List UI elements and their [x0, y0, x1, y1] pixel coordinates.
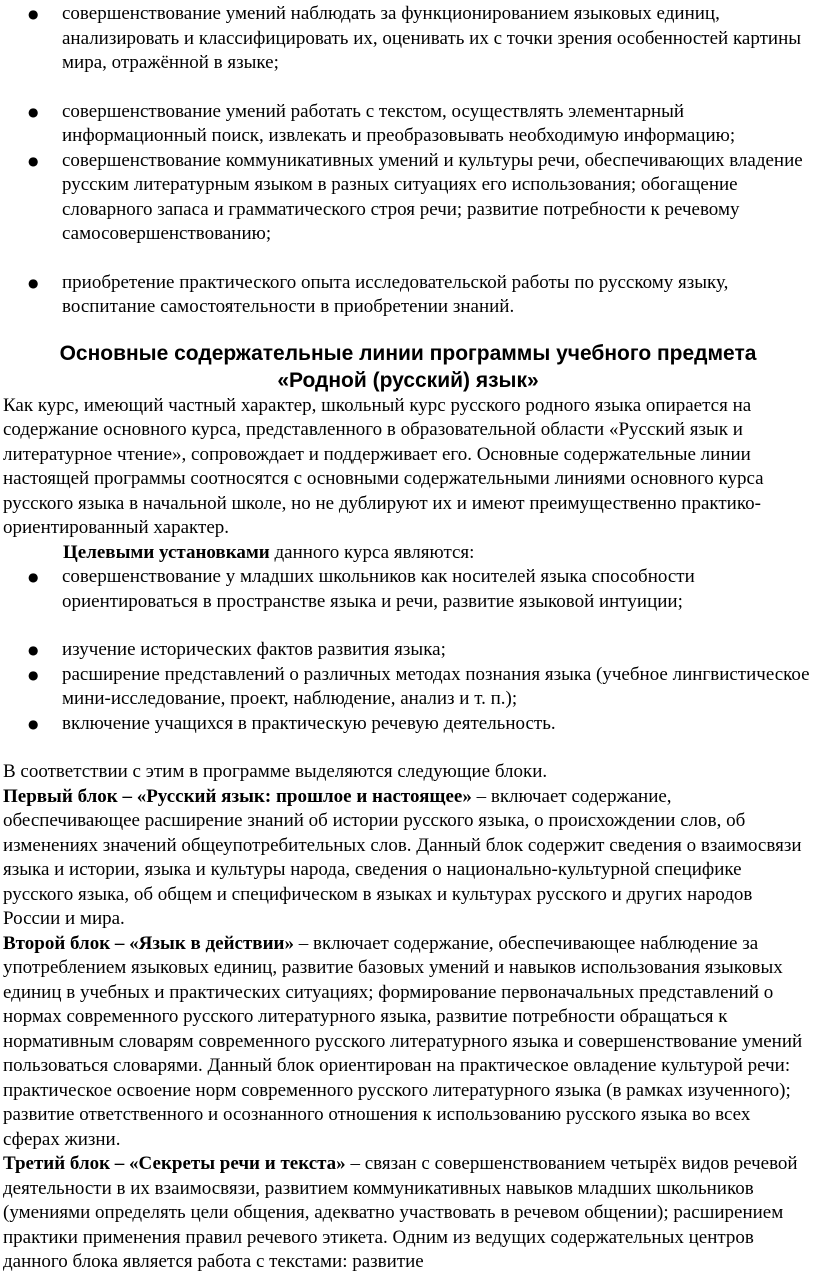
- list-item: ● изучение исторических фактов развития языка;: [0, 638, 816, 663]
- bullet-icon: ●: [28, 667, 39, 682]
- skills-list: [0, 2, 816, 320]
- bullet-icon: ●: [28, 275, 39, 290]
- bullet-icon: ●: [28, 643, 39, 657]
- spacer: [0, 247, 816, 271]
- bullet-icon: ●: [28, 570, 39, 584]
- blocks-intro: В соответствии с этим в программе выделяются следующие блоки.: [3, 761, 548, 782]
- heading-line-2: «Родной (русский) язык»: [277, 368, 539, 392]
- targets-paragraph: Целевыми установками данного курса являются:: [63, 541, 475, 563]
- spacer: [0, 614, 816, 638]
- bullet-icon: ●: [28, 153, 39, 168]
- list-item: ● включение учащихся в практическую речевую деятельность.: [0, 712, 816, 737]
- list-item: ● расширение представлений о различных методах познания языка (учебное лингвистическое мини-исследование, проект, наблюдение, анализ и т. п.);: [28, 663, 810, 709]
- block-3-paragraph: Третий блок – «Секреты речи и текста» – связан с совершенствованием четырёх видов речевой деятельности в их взаимосвязи, развитием коммуникативных навыков младших школьников (умениями определять цели общения, адекватно участвовать в речевом общении); расширением практики применения правил речевого этикета. Одним из ведущих содержательных центров данного блока является работа с текстами: развитие: [3, 1153, 798, 1272]
- list-item: ● приобретение практического опыта исследовательской работы по русскому языку, воспитание самостоятельности в приобретении знаний.: [28, 271, 729, 317]
- block-2-title: Второй блок – «Язык в действии»: [3, 932, 294, 954]
- targets-bold: Целевыми установками: [63, 541, 270, 563]
- list-item: ● совершенствование умений работать с текстом, осуществлять элементарный информационный поиск, извлекать и преобразовывать необходимую информацию;: [28, 100, 736, 146]
- block-1-title: Первый блок – «Русский язык: прошлое и настоящее»: [3, 785, 472, 807]
- bullet-icon: ●: [28, 104, 39, 119]
- block-3-title: Третий блок – «Секреты речи и текста»: [3, 1153, 346, 1174]
- spacer: [0, 736, 816, 760]
- block-2-paragraph: Второй блок – «Язык в действии» – включает содержание, обеспечивающее наблюдение за употреблением языковых единиц, развитие базовых умений и навыков использования языковых единиц в учебных и практических ситуациях; формирование первоначальных представлений о нормах современного русского литературного языка, развитие потребности обращаться к нормативным словарям современного русского литературного языка и совершенствование умений пользоваться словарями. Данный блок ориентирован на практическое овладение культурой речи: практическое освоение норм современного русского литературного языка (в рамках изученного); развитие ответственного и осознанного отношения к использованию русского языка во всех сферах жизни.: [3, 932, 803, 1150]
- list-item: ● совершенствование умений наблюдать за функционированием языковых единиц, анализировать и классифицировать их, оценивать их с точки зрения особенностей картины мира, отражённой в языке;: [28, 3, 801, 73]
- block-1-paragraph: Первый блок – «Русский язык: прошлое и настоящее» – включает содержание, обеспечивающее расширение знаний об истории русского языка, о происхождении слов, об изменениях значений общеупотребительных слов. Данный блок содержит сведения о взаимосвязи языка и истории, языка и культуры народа, сведения о национально-культурной специфике русского языка, об общем и специфическом в языках и культурах русского и других народов России и мира.: [3, 785, 802, 929]
- bullet-icon: ●: [28, 716, 39, 731]
- spacer: [0, 76, 816, 100]
- heading-line-1: Основные содержательные линии программы учебного предмета: [59, 341, 757, 365]
- bullet-icon: ●: [28, 7, 39, 21]
- list-item: ● совершенствование коммуникативных умений и культуры речи, обеспечивающих владение русским литературным языком в разных ситуациях его использования; обогащение словарного запаса и грамматического строя речи; развитие потребности к речевому самосовершенствованию;: [28, 149, 803, 244]
- targets-list: [0, 565, 816, 736]
- section-heading: [0, 340, 816, 394]
- list-item: ● совершенствование у младших школьников как носителей языка способности ориентироваться в пространстве языка и речи, развитие языковой интуиции;: [28, 566, 695, 612]
- intro-paragraph: Как курс, имеющий частный характер, школьный курс русского родного языка опирается на содержание основного курса, представленного в образовательной области «Русский язык и литературное чтение», сопровождает и поддерживает его. Основные содержательные линии настоящей программы соотносятся с основными содержательными линиями основного курса русского языка в начальной школе, но не дублируют их и имеют преимущественно практико-ориентированный характер.: [3, 394, 764, 538]
